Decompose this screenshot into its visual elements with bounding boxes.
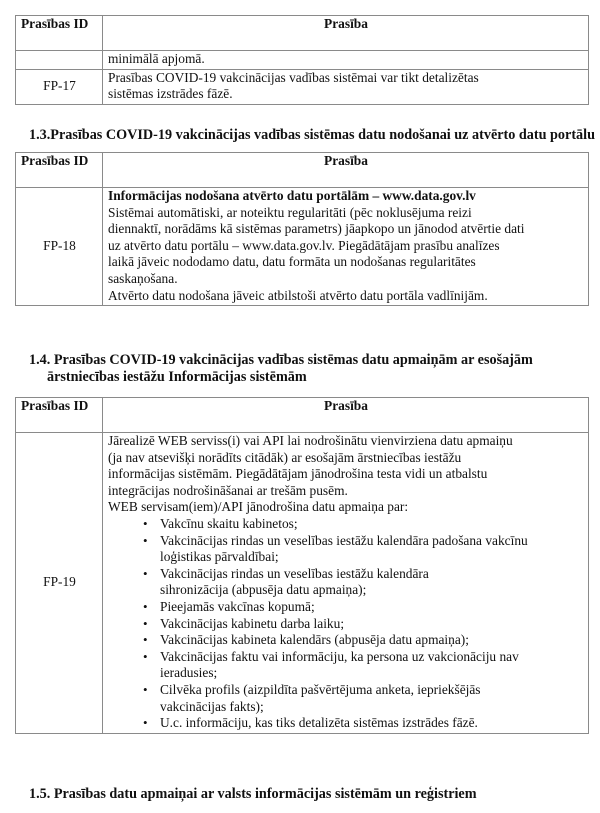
table-row	[16, 51, 589, 70]
requirement-id: FP-18	[16, 188, 103, 306]
table-header-row	[16, 398, 589, 433]
column-header-requirement: Prasība	[103, 153, 589, 188]
data-exchange-list	[108, 516, 528, 732]
list-item: • Vakcinācijas rindas un veselības iestāžu kalendāra padošana vakcīnu loģistikas pārvaldībai;	[143, 533, 528, 566]
column-header-requirement: Prasība	[103, 16, 589, 51]
requirements-table-1	[15, 15, 589, 105]
list-item: • Pieejamās vakcīnas kopumā;	[143, 599, 528, 616]
requirement-paragraph: Sistēmai automātiski, ar noteiktu regularitāti (pēc noklusējuma reizi diennaktī, norādāms kā sistēmas parametrs) jāapkopo un jānodod atvērtie dati uz atvērto datu portālu – www.data.gov.lv. Piegādātājam prasību analīzes laikā jāveic nododamo datu, datu formāta un nodošanas regularitātes saskaņošana.	[108, 204, 525, 286]
requirement-paragraph: Jārealizē WEB serviss(i) vai API lai nodrošinātu vienvirziena datu apmaiņu (ja nav atsevišķi norādīts citādāk) ar esošajām ārstniecības iestāžu informācijas sistēmām. Piegādātājam jānodrošina testa vidi un atbalstu integrācijas nodrošināšanai ar trešām pusēm.	[108, 433, 513, 498]
section-heading-1-3: 1.3.Prasības COVID-19 vakcinācijas vadības sistēmas datu nodošanai uz atvērto datu portālu	[29, 127, 595, 143]
list-item: • Vakcīnu skaitu kabinetos;	[143, 516, 528, 533]
column-header-id: Prasības ID	[16, 398, 103, 433]
column-header-id: Prasības ID	[16, 153, 103, 188]
list-item: • Vakcinācijas faktu vai informāciju, ka persona uz vakcionāciju nav ieradusies;	[143, 649, 528, 682]
list-item: • U.c. informāciju, kas tiks detalizēta sistēmas izstrādes fāzē.	[143, 715, 528, 732]
table-row	[16, 188, 589, 306]
requirement-text: minimālā apjomā.	[103, 51, 589, 70]
requirement-id	[16, 51, 103, 70]
column-header-id: Prasības ID	[16, 16, 103, 51]
list-item: • Vakcinācijas rindas un veselības iestāžu kalendāra sihronizācija (abpusēja datu apmaiņa);	[143, 566, 528, 599]
list-item: • Vakcinācijas kabineta kalendārs (abpusēja datu apmaiņa);	[143, 632, 528, 649]
requirement-text: Prasības COVID-19 vakcinācijas vadības sistēmai var tikt detalizētas sistēmas izstrādes fāzē.	[103, 69, 589, 104]
section-heading-1-4: 1.4. Prasības COVID-19 vakcinācijas vadības sistēmas datu apmaiņām ar esošajām ārstniecības iestāžu Informācijas sistēmām	[29, 352, 533, 385]
requirement-heading: Informācijas nodošana atvērto datu portālām – www.data.gov.lv	[108, 188, 476, 203]
section-heading-1-5: 1.5. Prasības datu apmaiņai ar valsts informācijas sistēmām un reģistriem	[29, 786, 477, 802]
requirements-table-3	[15, 397, 589, 734]
requirement-paragraph: Atvērto datu nodošana jāveic atbilstoši atvērto datu portāla vadlīnijām.	[108, 287, 488, 303]
requirement-id: FP-17	[16, 69, 103, 104]
requirement-cell	[103, 433, 589, 734]
table-header-row	[16, 153, 589, 188]
table-row	[16, 433, 589, 734]
table-header-row	[16, 16, 589, 51]
column-header-requirement: Prasība	[103, 398, 589, 433]
table-row	[16, 69, 589, 104]
requirements-table-2	[15, 152, 589, 306]
requirement-id: FP-19	[16, 433, 103, 734]
requirement-paragraph: WEB servisam(iem)/API jānodrošina datu apmaiņa par:	[108, 499, 409, 515]
requirement-cell	[103, 188, 589, 306]
list-item: • Vakcinācijas kabinetu darba laiku;	[143, 616, 528, 633]
list-item: • Cilvēka profils (aizpildīta pašvērtējuma anketa, iepriekšējās vakcinācijas fakts);	[143, 682, 528, 715]
